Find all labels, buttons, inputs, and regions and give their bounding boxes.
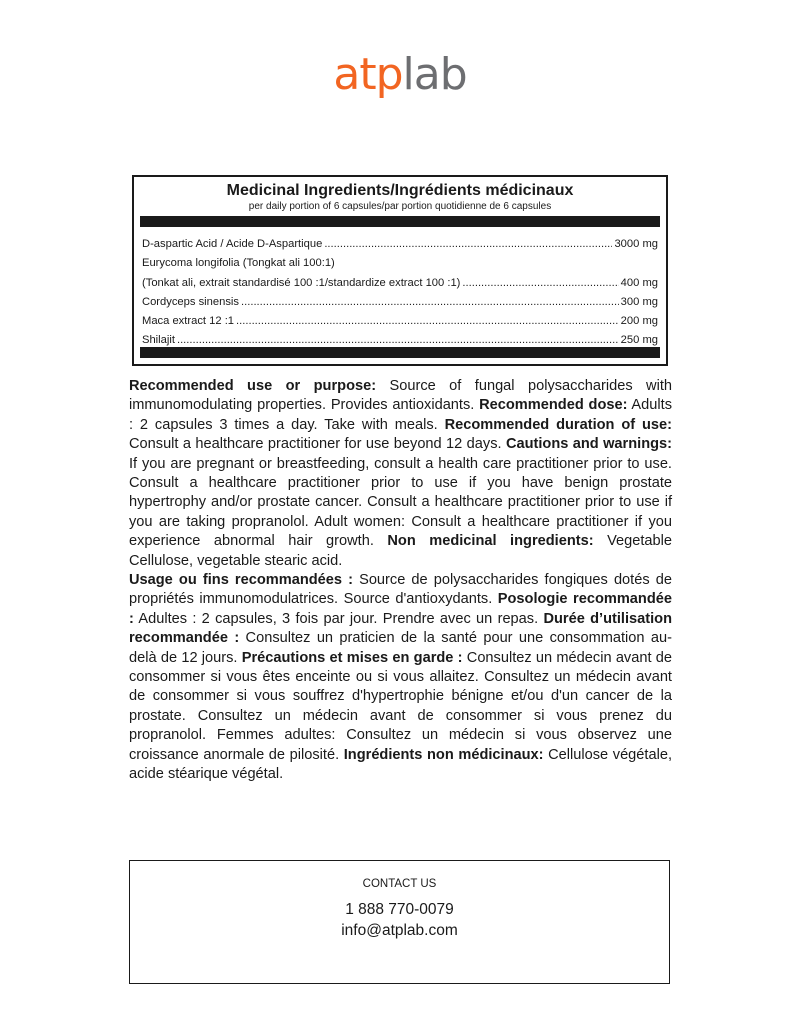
ingredients-top-rule: [140, 216, 660, 227]
dose-text: Adultes : 2 capsules, 3 fois par jour. Prendre avec un repas.: [133, 610, 544, 627]
nonmed-text: Vegetable Cellulose, vegetable stearic acid.: [129, 533, 672, 569]
french-directions: [129, 571, 672, 784]
nonmed-label: Ingrédients non médicinaux:: [343, 746, 544, 763]
duration-text: Consultez un praticien de la santé pour une consommation au-delà de 12 jours.: [129, 630, 672, 666]
brand-logo-lab: lab: [402, 49, 467, 100]
brand-logo-atp: atp: [333, 49, 403, 100]
ingredients-title: Medicinal Ingredients/Ingrédients médicinaux: [226, 182, 574, 199]
duration-label: Recommended duration of use:: [444, 416, 672, 433]
nonmed-text: Cellulose végétale, acide stéarique végétal.: [129, 746, 673, 783]
cautions-label: Précautions et mises en garde :: [241, 649, 463, 666]
dose-label: Posologie recommandée :: [129, 591, 672, 627]
ingredients-list: [142, 235, 658, 351]
english-directions: [129, 377, 672, 571]
ingredient-amount: 3000 mg: [614, 238, 658, 250]
ingredient-name: Shilajit: [142, 334, 175, 347]
ingredient-name: D-aspartic Acid / Acide D-Aspartique: [142, 238, 323, 250]
duration-text: Consult a healthcare practitioner for use beyond 12 days.: [129, 436, 506, 453]
contact-heading: CONTACT US: [362, 878, 437, 890]
ingredient-row: [142, 312, 658, 331]
ingredient-row: [142, 293, 658, 312]
ingredient-amount: 300 mg: [620, 295, 658, 308]
ingredient-name: (Tonkat ali, extrait standardisé 100 :1/standardize extract 100 :1): [142, 276, 461, 289]
ingredient-row: [142, 274, 658, 293]
use-text: Source de polysaccharides fongiques dotés de propriétés immunomodulatrices. Source d'antioxydants.: [129, 572, 672, 608]
brand-logo: [0, 50, 800, 100]
use-text: Source of fungal polysaccharides with immunomodulating properties. Provides antioxidants.: [129, 378, 672, 414]
ingredient-amount: 200 mg: [620, 315, 658, 328]
contact-panel: [129, 860, 670, 984]
dose-label: Recommended dose:: [479, 397, 628, 414]
dot-leader: [462, 274, 618, 293]
ingredients-bottom-rule: [140, 347, 660, 358]
ingredient-row: [142, 235, 658, 254]
cautions-label: Cautions and warnings:: [505, 436, 672, 453]
duration-label: Durée d’utilisation recommandée :: [129, 610, 672, 647]
dose-text: Adults : 2 capsules 3 times a day. Take with meals.: [129, 397, 672, 433]
contact-email[interactable]: info@atplab.com: [341, 922, 458, 939]
ingredient-amount: 250 mg: [620, 334, 658, 347]
ingredient-row: [142, 254, 658, 273]
nonmed-label: Non medicinal ingredients:: [387, 533, 594, 550]
ingredients-subtitle: per daily portion of 6 capsules/par portion quotidienne de 6 capsules: [248, 201, 552, 212]
cautions-text: If you are pregnant or breastfeeding, consult a health care practitioner prior to use. Consult a healthcare practitioner prior to use if you have benign prostate hypertrophy and/or prostate cancer. Consult a healthcare practitioner prior to use if you are taking propranolol. Adult women: Consult a healthcare practitioner if you experience abnormal hair growth.: [129, 455, 672, 550]
ingredient-name: Maca extract 12 :1: [142, 315, 235, 328]
use-label: Usage ou fins recommandées :: [129, 572, 353, 588]
use-label: Recommended use or purpose:: [129, 378, 377, 394]
ingredient-amount: 400 mg: [620, 276, 658, 289]
medicinal-ingredients-panel: [132, 175, 668, 366]
dot-leader: [236, 312, 619, 331]
dot-leader: [241, 293, 619, 312]
dot-leader: [324, 235, 612, 254]
ingredient-name: Eurycoma longifolia (Tongkat ali 100:1): [142, 257, 335, 270]
cautions-text: Consultez un médecin avant de consommer si vous êtes enceinte ou si vous allaitez. Consultez un médecin avant de consommer si vous souffrez d'hypertrophie bénigne et/ou d'un cancer de la prostate. Consultez un médecin avant de consommer si vous prenez du propranolol. Femmes adultes: Consultez un médecin si vous observez une croissance anormale de pilosité.: [129, 649, 672, 763]
ingredient-name: Cordyceps sinensis: [142, 295, 240, 308]
contact-phone[interactable]: 1 888 770-0079: [345, 901, 454, 918]
